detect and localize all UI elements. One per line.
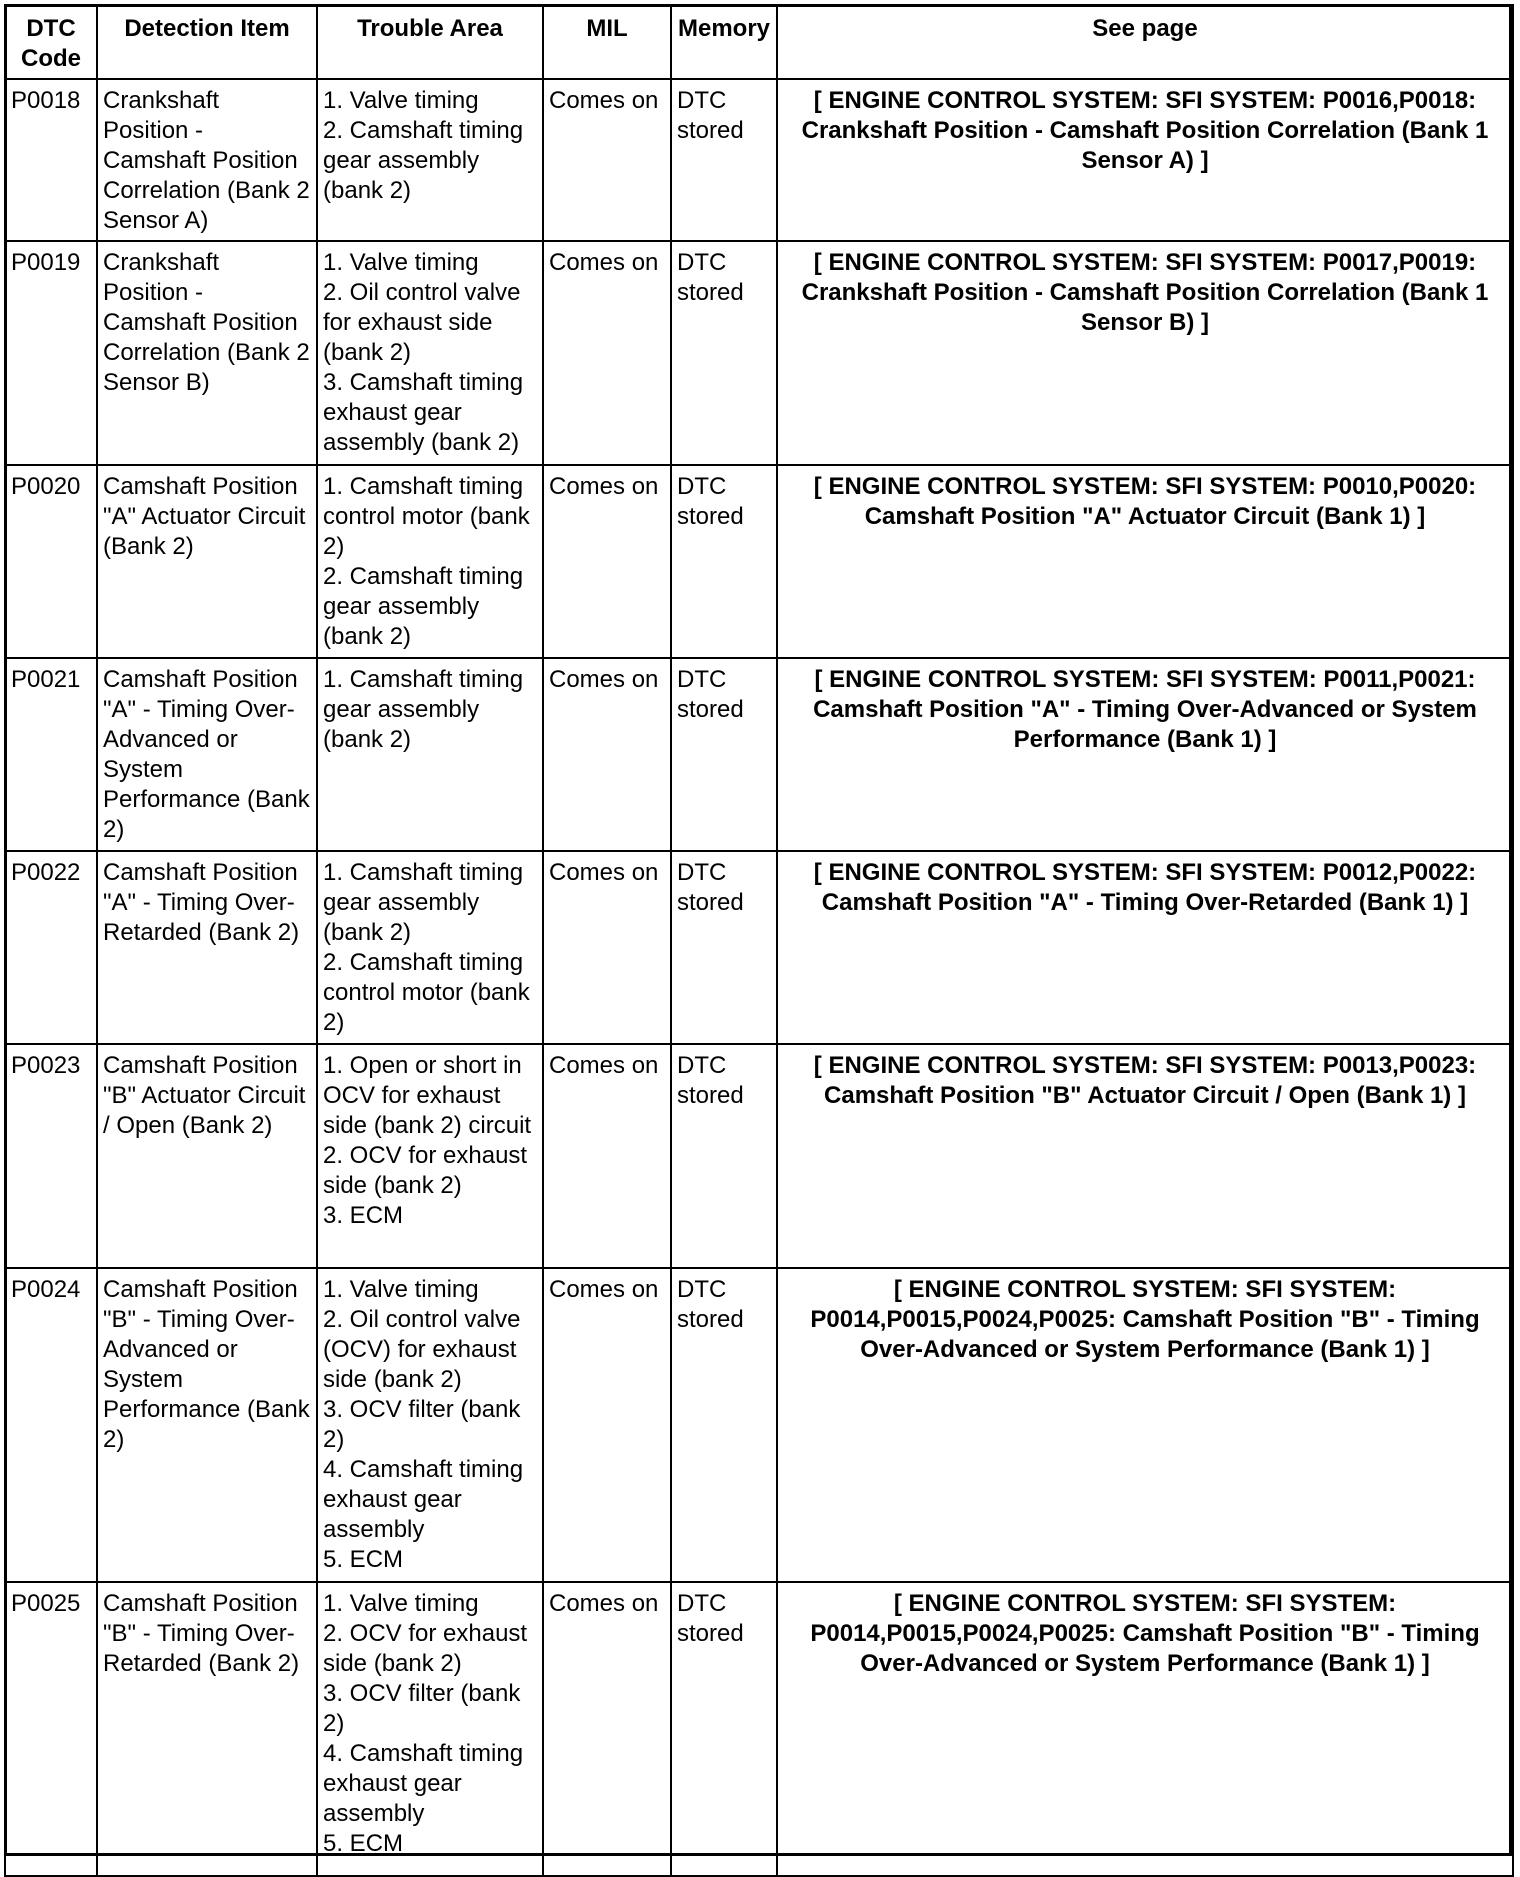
detection-item-cell: Crankshaft Position - Camshaft Position Correlation (Bank 2 Sensor A) [97,79,317,241]
memory-cell: DTC stored [671,658,777,851]
trouble-area-line: 1. Open or short in OCV for exhaust side (bank 2) circuit [323,1052,532,1139]
table-body [5,79,1513,1876]
dtc-code-cell: P0020 [5,465,97,658]
trouble-area-line: 4. Camshaft timing exhaust gear assembly [323,1740,524,1827]
memory-cell: DTC stored [671,465,777,658]
see-page-reference: [ ENGINE CONTROL SYSTEM: SFI SYSTEM: P0014,P0015,P0024,P0025: Camshaft Position "B" - Timing Over-Advanced or System Performance (Bank 1) ] [777,1268,1513,1582]
mil-cell: Comes on [543,465,671,658]
trouble-area-cell [317,1268,543,1582]
mil-cell: Comes on [543,241,671,465]
table-row [5,465,1513,658]
trouble-area-cell [317,1582,543,1876]
trouble-area-line: 2. Camshaft timing gear assembly (bank 2) [323,563,524,650]
trouble-area-line: 2. Camshaft timing control motor (bank 2) [323,949,530,1036]
detection-item-cell: Camshaft Position "A" - Timing Over-Retarded (Bank 2) [97,851,317,1044]
table-row [5,79,1513,241]
dtc-code-cell: P0021 [5,658,97,851]
see-page-reference: [ ENGINE CONTROL SYSTEM: SFI SYSTEM: P0011,P0021: Camshaft Position "A" - Timing Over-Advanced or System Performance (Bank 1) ] [777,658,1513,851]
see-page-reference: [ ENGINE CONTROL SYSTEM: SFI SYSTEM: P0012,P0022: Camshaft Position "A" - Timing Over-Retarded (Bank 1) ] [777,851,1513,1044]
mil-cell: Comes on [543,1582,671,1876]
header-mil: MIL [543,5,671,79]
mil-cell: Comes on [543,1044,671,1268]
mil-cell: Comes on [543,79,671,241]
trouble-area-line: 1. Valve timing [323,1276,479,1303]
detection-item-cell: Camshaft Position "A" Actuator Circuit (Bank 2) [97,465,317,658]
table-row [5,241,1513,465]
mil-cell: Comes on [543,658,671,851]
trouble-area-line: 1. Valve timing [323,1590,479,1617]
mil-cell: Comes on [543,851,671,1044]
detection-item-cell: Camshaft Position "A" - Timing Over-Advanced or System Performance (Bank 2) [97,658,317,851]
table-row [5,1044,1513,1268]
trouble-area-line: 2. Oil control valve for exhaust side (bank 2) [323,279,521,366]
memory-cell: DTC stored [671,1582,777,1876]
trouble-area-line: 3. ECM [323,1202,404,1229]
trouble-area-line: 1. Camshaft timing control motor (bank 2) [323,473,530,560]
trouble-area-line: 1. Camshaft timing gear assembly (bank 2) [323,666,524,753]
trouble-area-cell [317,658,543,851]
header-row [5,5,1513,79]
see-page-reference: [ ENGINE CONTROL SYSTEM: SFI SYSTEM: P0016,P0018: Crankshaft Position - Camshaft Position Correlation (Bank 1 Sensor A) ] [777,79,1513,241]
dtc-code-cell: P0024 [5,1268,97,1582]
mil-cell: Comes on [543,1268,671,1582]
trouble-area-line: 5. ECM [323,1546,404,1573]
trouble-area-line: 1. Valve timing [323,249,479,276]
header-trouble-area: Trouble Area [317,5,543,79]
see-page-reference: [ ENGINE CONTROL SYSTEM: SFI SYSTEM: P0010,P0020: Camshaft Position "A" Actuator Circuit (Bank 1) ] [777,465,1513,658]
dtc-code-cell: P0018 [5,79,97,241]
trouble-area-line: 2. Oil control valve (OCV) for exhaust side (bank 2) [323,1306,521,1393]
memory-cell: DTC stored [671,1044,777,1268]
see-page-reference: [ ENGINE CONTROL SYSTEM: SFI SYSTEM: P0013,P0023: Camshaft Position "B" Actuator Circuit / Open (Bank 1) ] [777,1044,1513,1268]
memory-cell: DTC stored [671,851,777,1044]
trouble-area-line: 2. OCV for exhaust side (bank 2) [323,1142,528,1199]
see-page-reference: [ ENGINE CONTROL SYSTEM: SFI SYSTEM: P0014,P0015,P0024,P0025: Camshaft Position "B" - Timing Over-Advanced or System Performance (Bank 1) ] [777,1582,1513,1876]
table-row [5,851,1513,1044]
header-detection-item: Detection Item [97,5,317,79]
memory-cell: DTC stored [671,1268,777,1582]
trouble-area-line: 3. Camshaft timing exhaust gear assembly (bank 2) [323,369,524,456]
dtc-code-cell: P0022 [5,851,97,1044]
trouble-area-line: 3. OCV filter (bank 2) [323,1396,521,1453]
trouble-area-line: 1. Camshaft timing gear assembly (bank 2) [323,859,524,946]
trouble-area-line: 4. Camshaft timing exhaust gear assembly [323,1456,524,1543]
trouble-area-cell [317,465,543,658]
see-page-reference: [ ENGINE CONTROL SYSTEM: SFI SYSTEM: P0017,P0019: Crankshaft Position - Camshaft Position Correlation (Bank 1 Sensor B) ] [777,241,1513,465]
detection-item-cell: Camshaft Position "B" - Timing Over-Advanced or System Performance (Bank 2) [97,1268,317,1582]
trouble-area-line: 1. Valve timing [323,87,479,114]
memory-cell: DTC stored [671,79,777,241]
trouble-area-line: 2. OCV for exhaust side (bank 2) [323,1620,528,1677]
trouble-area-cell [317,241,543,465]
trouble-area-cell [317,851,543,1044]
detection-item-cell: Camshaft Position "B" - Timing Over-Retarded (Bank 2) [97,1582,317,1876]
header-dtc-code: DTC Code [5,5,97,79]
dtc-code-cell: P0019 [5,241,97,465]
dtc-code-cell: P0025 [5,1582,97,1876]
dtc-table [4,4,1514,1877]
header-memory: Memory [671,5,777,79]
header-see-page: See page [777,5,1513,79]
trouble-area-line: 3. OCV filter (bank 2) [323,1680,521,1737]
table-row [5,1582,1513,1876]
trouble-area-cell [317,79,543,241]
trouble-area-line: 5. ECM [323,1830,404,1857]
detection-item-cell: Camshaft Position "B" Actuator Circuit / Open (Bank 2) [97,1044,317,1268]
memory-cell: DTC stored [671,241,777,465]
table-row [5,658,1513,851]
dtc-code-cell: P0023 [5,1044,97,1268]
trouble-area-cell [317,1044,543,1268]
table-row [5,1268,1513,1582]
trouble-area-line: 2. Camshaft timing gear assembly (bank 2) [323,117,524,204]
detection-item-cell: Crankshaft Position - Camshaft Position Correlation (Bank 2 Sensor B) [97,241,317,465]
